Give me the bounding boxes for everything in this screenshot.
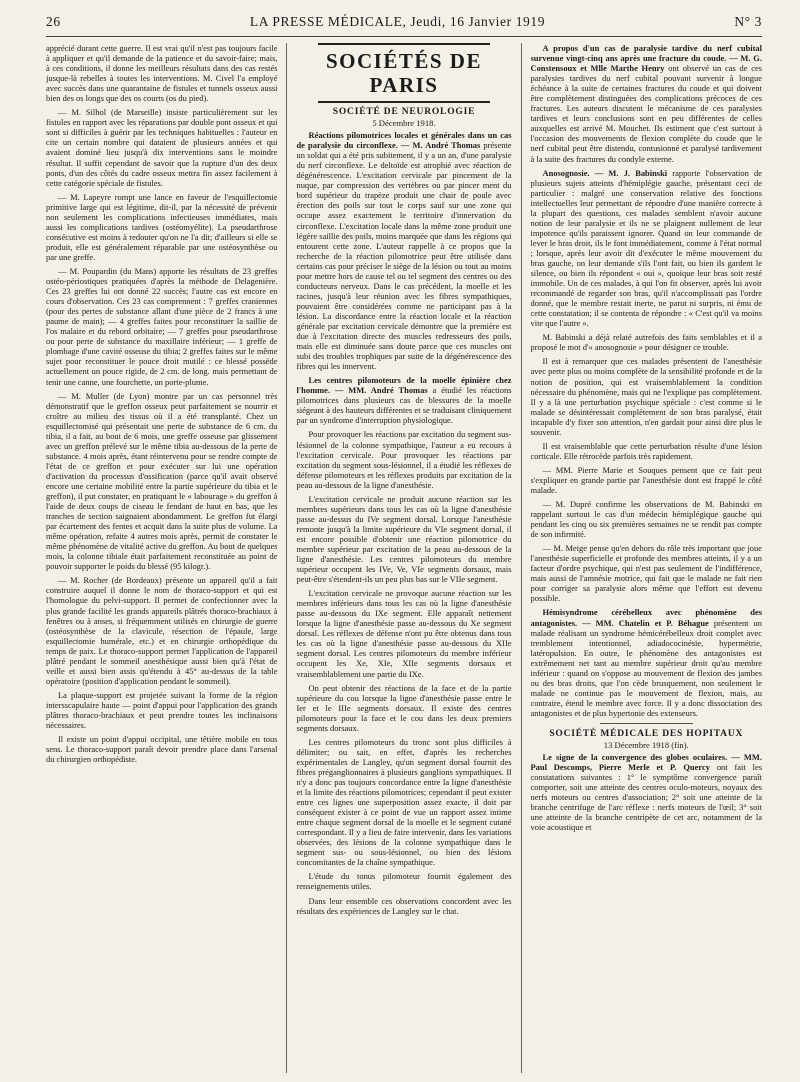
paragraph: On peut obtenir des réactions de la face et de la partie supérieure du cou lorsque la ligne d'anesthésie passe entre le Ier et le IIIe segments dorsaux. Il existe des centres pilomoteurs pour la face et le cou dans les deux premiers segments dorsaux. xyxy=(296,682,512,733)
paragraph: L'étude du tonus pilomoteur fournit également des renseignements utiles. xyxy=(296,871,512,892)
paragraph: L'excitation cervicale ne produit aucune réaction sur les membres supérieurs dans tous les cas où la ligne d'anesthésie passe au-dessus du IVe segment dorsal. Lorsque l'anesthésie remonte jusqu'à la limite supérieure du VIe segment dorsal, il est encore possible d'obtenir une réaction pilomotrice du membre supérieur par excitation de la peau au-dessous de la ligne d'anesthésie. Les centres pilomoteurs du membre supérieur occupent les IVe, Ve, VIe segments dorsaux, mais peut-être s'étendent-ils un peu plus bas sur le VIIe segment. xyxy=(296,493,512,585)
section-rule xyxy=(318,43,490,45)
article-body: ont fait les constatations suivantes : 1° le symptôme convergence paraît comporter, soit une atteinte des centres oculo-moteurs, noyaux des nerfs moteurs ou centres d'association; 2° soit une atteinte de la branche centrifuge de l'arc réflexe : nerfs moteurs de l'œil; 3° soit une atteinte de la branche centripète de cet arc, notamment de la voie acoustique et xyxy=(530,762,762,833)
paragraph: La plaque-support est projetée suivant la forme de la région intersscapulaire haute — point d'appui pour l'application des grands plâtres thoraco-brachiaux et peut prendre toutes les inclinaisons nécessaires. xyxy=(46,689,278,731)
article-paragraph xyxy=(531,752,762,832)
article-heading: Anosognosie. — M. J. Babinski xyxy=(542,167,668,178)
article-body: présentent un malade réalisant un syndrome hémicérébelleux droit complet avec tremblement intentionnel, adiadococinésie, hypermétrie, latéropulsion. En outre, le phénomène des antagonistes est extrêmement net tant au membre supérieur droit qu'au membre inférieur : quand on s'oppose au mouvement de flexion des jambes ou des bras droits, que l'on cède brusquement, non seulement le malade ne continue pas le mouvement de flexion, mais, au contraire, étend le membre avec force. Il y a donc dissociation des antagonistes et de plus hypertonie des extenseurs. xyxy=(530,617,762,718)
article-body: ont observé un cas de ces paralysies tardives du nerf cubital pouvant survenir à longue échéance à la suite de certaines fractures du coude et qui doivent être complètement distinguées des complications précoces de ces fractures. Les auteurs discutent le mécanisme de ces paralysies tardives et leurs conclusions sont en peu différentes de celles auxquelles est arrivé M. Mouchet. Ils estiment que c'est surtout à l'occasion des mouvements de flexion complète du coude que le nerf cubital peut être distendu, contusionné et paralysé tardivement à la suite des fractures du condyle externe. xyxy=(530,63,762,164)
article-body: rapporte l'observation de plusieurs sujets atteints d'hémiplégie gauche, présentant ceci de particulier : malgré une conservation relative des fonctions intellectuelles leur permettant de répondre d'une manière correcte à la plupart des questions, ces malades semblent n'avoir aucune notion de leur paralysie et ils ne se plaignent nullement de leur impotence qu'ils paraissent ignorer. Quand on leur commande de lever le bras droit, ils le font immédiatement, comme à l'état normal ; lorsque, après leur avoir dit d'exécuter le même mouvement du bras gauche, on leur demande s'ils l'ont fait, ou bien ils gardent le silence, ou bien ils répondent « oui », quoique leur bras soit resté immobile. Un de ces malades, à qui l'on fit observer, après lui avoir recommandé de regarder son bras, qu'il n'accomplissait pas l'ordre donné, que le membre restait inerte, ne parut ni surpris, ni ému de cette constatation; il se contenta de répondre : « C'est qu'il va moins vite que l'autre ». xyxy=(530,167,762,329)
paragraph: Dans leur ensemble ces observations concordent avec les résultats des expériences de Langley sur le chat. xyxy=(296,895,512,916)
paragraph: Pour provoquer les réactions par excitation du segment sus-lésionnel de la colonne sympathique, l'auteur a eu recours à l'excitation cervicale. Pour provoquer les réactions par excitation du segment sous-lésionnel, il a étudié les réflexes de défense pilomoteurs et les réflexes produits par excitation de la peau au-dessous de la ligne d'anesthésie. xyxy=(296,429,512,490)
section-rule xyxy=(318,101,490,103)
article-heading: Le signe de la convergence des globes oculaires. — MM. Paul Descomps, Pierre Merle et P. Quercy xyxy=(530,752,762,773)
article-body: présente un soldat qui a été pris subitement, il y a un an, d'une paralysie du nerf circonflexe. Le deltoïde est atrophié avec réaction de dégénérescence. L'excitation cervicale par pincement de la nuque, par compression des vertèbres ou par pincer ment du bord supérieur du trapèze produit une chair de poule avec érection des poils sur tout le corps sauf sur une zone qui occupe assez exactement le territoire d'innervation du circonflexe. L'excitation locale dans la même zone produit une légère saillie des poils, moins marquée que dans les régions qui entourent cette zone. L'auteur rappelle à ce propos que la recherche de la réaction pilomotrice peut être utilisée dans certains cas pour préciser le siège de la lésion ou tout au moins pour mettre hors de cause tel ou tel segment des centres ou des conducteurs nerveux. Dans le cas précédent, la moelle et les racines, jusqu'à leur réunion avec les fibres sympathiques, pouvaient être considérées comme ne participant pas à la lésion. La discordance entre la réaction locale et la réaction générale par excitation cervicale démontre que la première est due à l'excitation directe des muscles redresseurs des poils, mais elle est diminuée sans doute parce que ces muscles ont subi des troubles trophiques par suite de la dégénérescence des fibres qui les innervent. xyxy=(296,140,512,372)
session-date: 5 Décembre 1918. xyxy=(372,118,436,129)
column-middle xyxy=(286,43,521,1073)
column-left xyxy=(46,43,277,1073)
society-heading: SOCIÉTÉ DE NEUROLOGIE xyxy=(332,107,476,117)
article-body: a étudié les réactions pilomotrices dans plusieurs cas de blessures de la moelle siégeant à des hauteurs différentes et se traduisant cliniquement par un syndrome d'interruption physiologique. xyxy=(296,385,512,426)
paragraph: Il existe un point d'appui occipital, une têtière mobile en tous sens. Le thoraco-support paraît devoir prendre place dans l'arsenal du chirurgien orthopédiste. xyxy=(46,734,278,765)
paragraph: apprécié durant cette guerre. Il est vrai qu'il n'est pas toujours facile à appliquer et qu'il demande de la patience et du savoir-faire; mais, à ces conditions, il donne les meilleurs résultats dans des cas restés jusque-là rebelles à toutes les interventions. M. Civel l'a employé avec succès dans une quarantaine de fistules et tunnels osseux aussi bien des os longs que des os courts (os du pied). xyxy=(46,43,278,104)
paragraph: Les centres pilomoteurs du tronc sont plus difficiles à délimiter; ou sait, en effet, d'après les recherches expérimentales de Langley, qu'un segment dorsal fournit des fibres préganglionnaires à plusieurs ganglions sympathiques. Il n'y a donc pas toujours concordance entre la ligne d'anesthésie et la limite des réactions pilomotrices; cependant il peut exister entre ces lignes une superposition assez exacte, il doit par conséquent exister à ce point de vue un rapport assez intime entre chaque segment dorsal de la moelle et le segment cutané correspondant. Il y a lieu de faire intervenir, dans les variations observées, des lésions de la colonne sympathique dans le segment sus- ou sous-lésionnel, ou bien des lésions concomitantes de la chaîne sympathique. xyxy=(296,736,512,868)
section-title: SOCIÉTÉS DE PARIS xyxy=(326,49,482,97)
paragraph: — M. Poupardin (du Mans) apporte les résultats de 23 greffes ostéo-périostiques pratiquées d'après la méthode de Delagenière. Ces 23 greffes lui ont donné 22 succès; l'autre cas est encore en cours d'observation. Ces 23 cas comprennent : 7 greffes craniennes (pour des pertes de substance allant d'une pièce de 2 francs à une paume de main); — 4 greffes faites pour reconstituer la saillie de l'os malaire et du rebord orbitaire; — 7 greffes pour pseudarthrose ou pour perte de substance du maxillaire inférieur; — 1 greffe de plombage d'une cavité osseuse du tibia; 2 greffes faites sur le même sujet pour reconstituer le pouce droit mutilé : ce blessé possède actuellement un pouce rigide, de 2 cm. de long. mais permettant de tenir une canne, une fourchette, un porte-plume. xyxy=(46,265,278,387)
article-paragraph xyxy=(531,43,762,164)
paragraph: — M. Meige pense qu'en dehors du rôle très important que joue l'anesthésie superficielle et profonde des membres atteints, il y a un facteur d'ordre psychique, qui n'est pas seulement de l'indifférence, mais aussi de l'amnésie motrice, qui fait que le malade ne fait rien pour corriger sa paralysie alors même que l'effort est devenu possible. xyxy=(530,543,762,604)
masthead-title: LA PRESSE MÉDICALE, Jeudi, 16 Janvier 1919 xyxy=(249,14,546,29)
divider xyxy=(600,723,693,724)
paragraph: — M. Dupré confirme les observations de M. Babinski en rappelant surtout le cas d'un médecin hémiplégique gauche qui pendant les cinq ou six premières semaines ne se rendit pas compte de son infirmité. xyxy=(530,499,762,540)
article-heading: A propos d'un cas de paralysie tardive du nerf cubital survenue vingt-cinq ans après une fracture du coude. — M. G. Constensoux et Mlle Marthe Henry xyxy=(530,43,762,74)
paragraph: — M. Rocher (de Bordeaux) présente un appareil qu'il a fait construire auquel il donne le nom de thoraco-support et qui est l'homologue du pelvi-support. Il permet de confectionner avec la plus grande facilité les grands appareils plâtrés thoraco-brachiaux à fenêtres ou à anses, si fréquemment utilisés en chirurgie de guerre (ostéosynthèse de la clavicule, résection de l'épaule, large esquillectomie humérale, etc.) et en chirurgie orthopédique du temps de paix. Le thoraco-support permet l'application de l'appareil plâtré pendant le sommeil anesthésique aussi bien qu'à l'état de veille et aussi bien assis qu'étendu à 45° au-dessus de la table opératoire (position d'application pendant le sommeil). xyxy=(46,575,278,686)
article-heading: Les centres pilomoteurs de la moelle épinière chez l'homme. — MM. André Thomas xyxy=(296,375,512,396)
paragraph: M. Babinski a déjà relaté autrefois des faits semblables et il a proposé le mot d'« anosognosie » pour désigner ce trouble. xyxy=(530,332,762,353)
paragraph: L'excitation cervicale ne provoque aucune réaction sur les membres inférieurs dans tous les cas où la ligne d'anesthésie passe au-dessous du IXe segment. Elle apparaît nettement lorsque la ligne d'anesthésie passe au-dessous du Xe segment dorsal. Les réflexes de défense n'ont pu être obtenus dans tous les cas où la ligne d'anesthésie passe au-dessous du XIIe segment dorsal. Les centres pilomoteurs du membre inférieur occupent les Xe, XIe, XIIe segments dorsaux et vraisemblablement une partie du IXe. xyxy=(296,588,512,679)
paragraph: — M. Muller (de Lyon) montre par un cas personnel très démonstratif que le greffon osseux peut parfaitement se nourrir et croître au milieu des tissus où il a été transplanté. Chez un esquillectomisé qui présentait une perte de substance de 6 cm. du tibia, il a fait, au bout de 6 mois, une greffe osseuse par glissement avec un greffon prélevé sur le même tibia au-dessous de la perte de substance. 4 mois après, étant réintervenu pour se rendre compte de l'état de ce greffon et pour exécuter sur lui une opération d'activation du processus d'ossification (parce qu'il avait observé encore une certaine mobilité entre la partie supérieure du tibia et le greffon), il put constater, en pratiquant le « labourage » du greffon à l'aide de deux coups de ciseau le fendant de haut en bas, que les tranches de section saignaient abondamment. Le greffon fut élargi par écartement des fentes et acquit dans la suite plus de volume. La même opération, refaite 4 autres mois après, permit de constater le même phénomène de vitalité active du greffon. Au bout de quelques mois, la colonne tibiale était parfaitement reconstituée au point de pouvoir supporter le poids du blessé (95 kilogr.). xyxy=(46,390,278,572)
session-date: 13 Décembre 1918 (fin). xyxy=(603,740,689,751)
article-paragraph xyxy=(296,375,511,425)
paragraph: Il est à remarquer que ces malades présentent de l'anesthésie avec perte plus ou moins complète de la sensibilité profonde et de la notion de position, qui est vraisemblablement la condition nécessaire du phénomène, mais qui ne l'explique pas complètement. Il y a là une perturbation psychique spéciale : c'est comme si le malade se désintéressait complètement de son bras paralysé, était incapable d'y fixer son attention, n'en gardait pour ainsi dire plus le souvenir. xyxy=(530,356,762,437)
issue-number: N° 3 xyxy=(734,14,762,29)
article-paragraph xyxy=(296,130,511,371)
page-number: 26 xyxy=(46,14,61,29)
article-paragraph xyxy=(531,607,762,718)
page-header xyxy=(46,14,762,34)
paragraph: Il est vraisemblable que cette perturbation résulte d'une lésion corticale. Elle rétrocède parfois très rapidement. xyxy=(530,440,762,461)
article-paragraph xyxy=(531,168,762,329)
paragraph: — MM. Pierre Marie et Souques pensent que ce fait peut s'expliquer en grande partie par l'anesthésie dont est frappé le côté malade. xyxy=(530,464,762,495)
society-heading: SOCIÉTÉ MÉDICALE DES HOPITAUX xyxy=(549,729,744,739)
article-heading: Réactions pilomotrices locales et générales dans un cas de paralysie du circonflexe. — M. André Thomas xyxy=(296,130,512,151)
columns xyxy=(46,43,762,1073)
article-heading: Hémisyndrome cérébelleux avec phénomène des antagonistes. — MM. Chatelin et P. Béhague xyxy=(530,607,762,628)
paragraph: — M. Silhol (de Marseille) insiste particulièrement sur les fistules en rapport avec les réparations par double pont osseux et qui sont si difficiles à guérir par les techniques habituelles : l'auteur en cite un certain nombre qui dataient de plusieurs années et qui avaient dominé lieu jusqu'à dix interventions sans le moindre résultat. Il suffit cependant de savoir que la rupture d'un des deux ponts, d'un des côtés du cadre osseux mettra fin assez facilement à cette catégorie spéciale de fistules. xyxy=(46,107,278,188)
header-rule xyxy=(46,36,762,37)
paragraph: — M. Lapeyre rompt une lance en faveur de l'esquillectomie primitive large qui est légitime, dit-il, par la nécessité de prévenir non seulement les complications infectieuses immédiates, mais aussi les complications tardives (ostéomyélite). La pseudarthrose consécutive est moins à redouter qu'on ne l'a dit; d'ailleurs si elle se produit, elle est généralement réparable par une ostéosynthèse ou par une greffe. xyxy=(46,191,278,262)
column-right xyxy=(531,43,762,1073)
